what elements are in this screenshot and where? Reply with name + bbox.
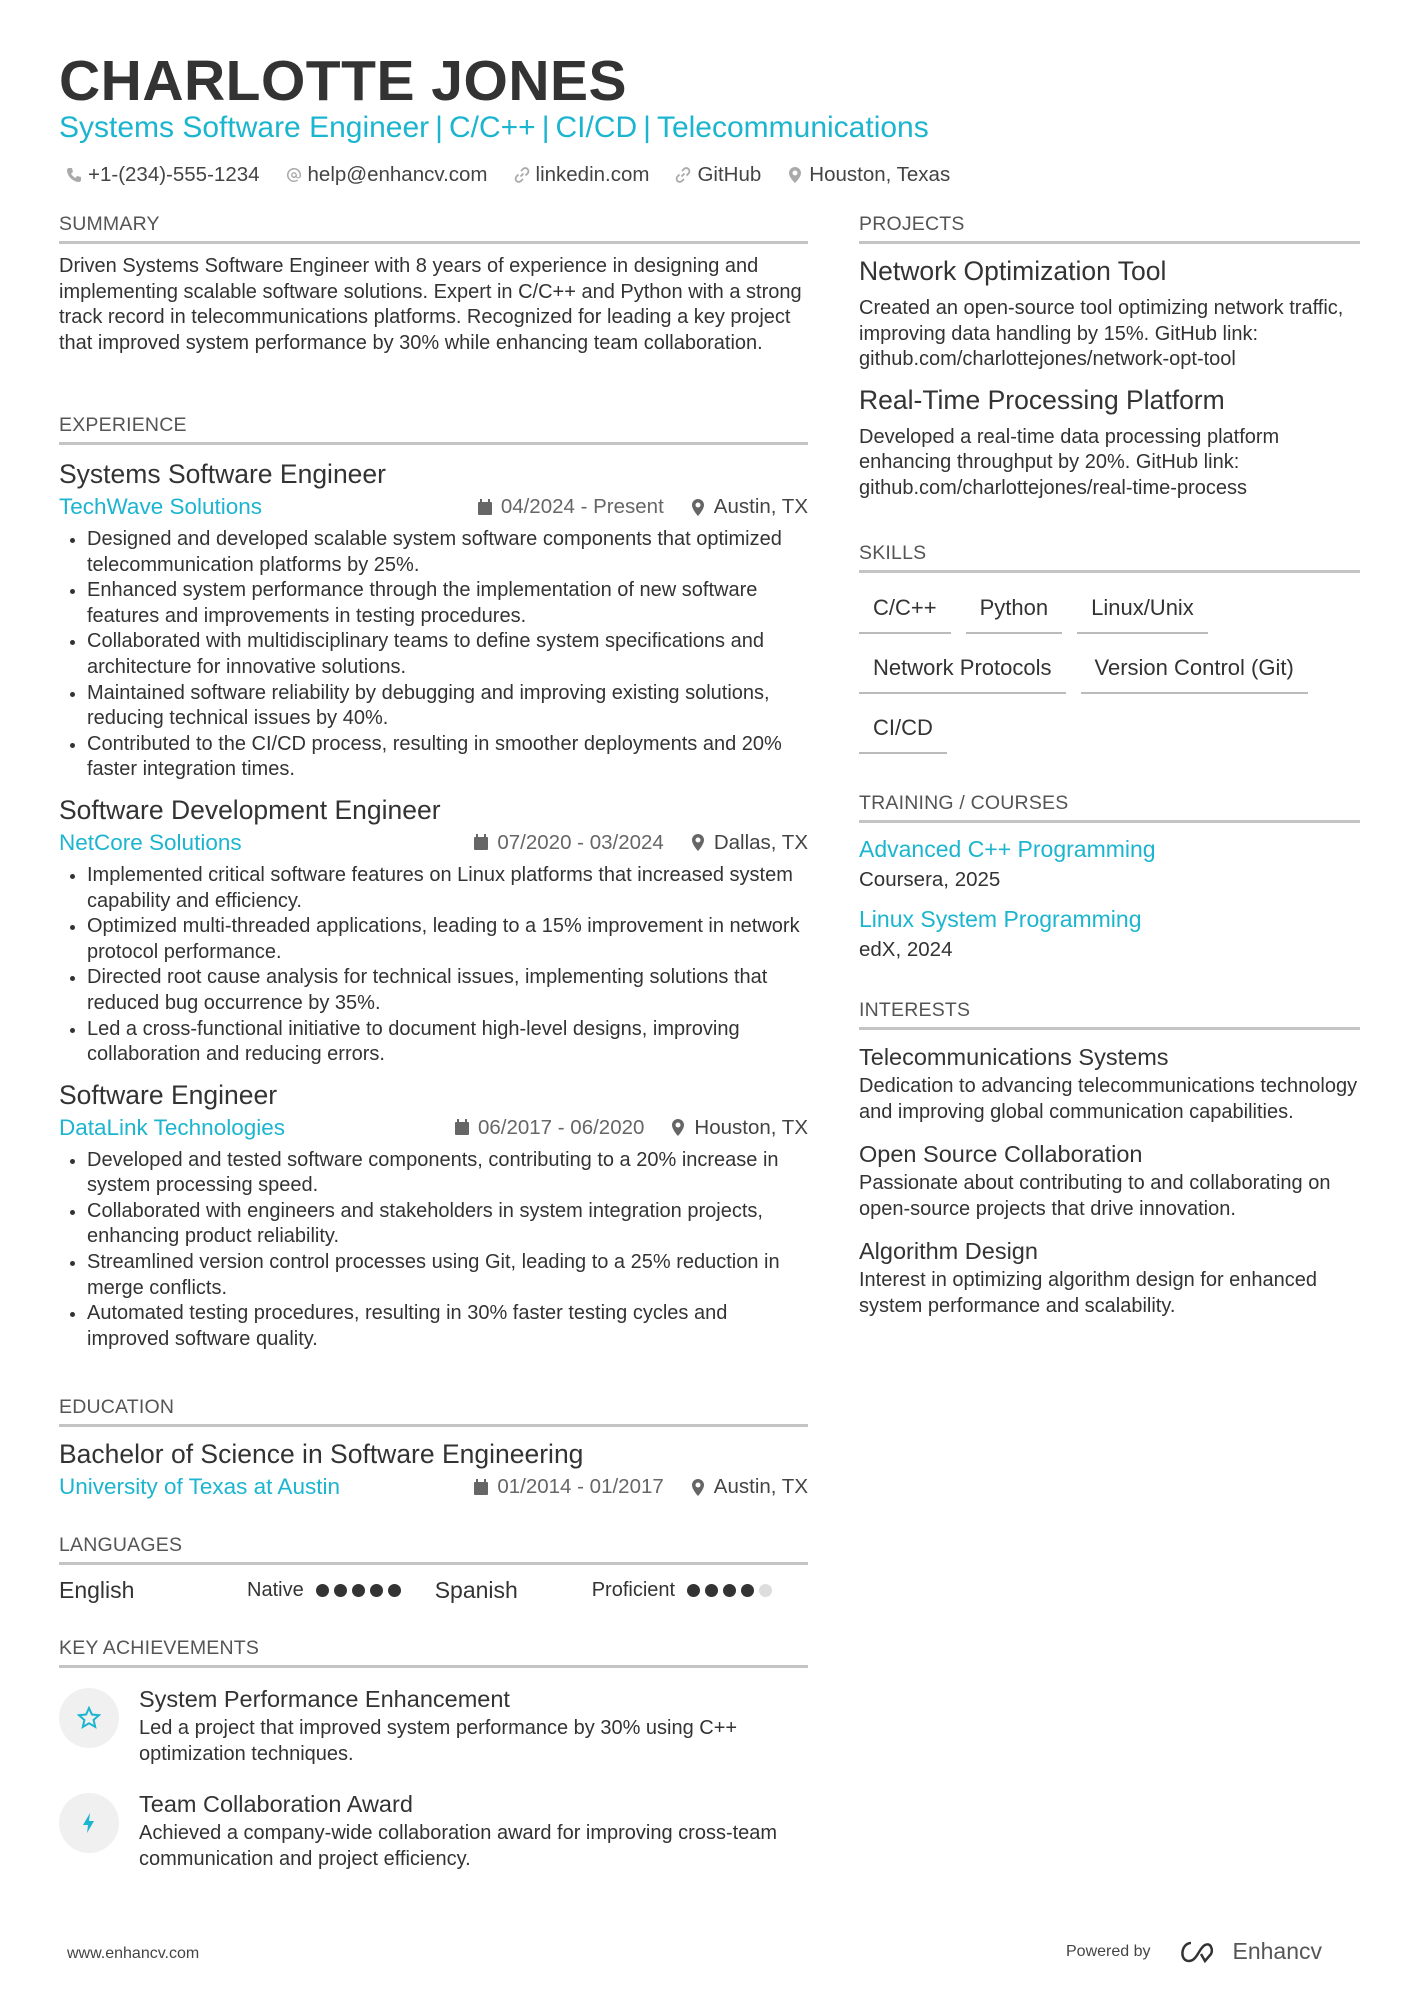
section-heading: EDUCATION xyxy=(59,1396,808,1427)
interest-description: Passionate about contributing to and collaborating on open-source projects that drive innovation. xyxy=(859,1172,1331,1220)
achievement-text: Achieved a company-wide collaboration award for improving cross-team communication and project efficiency. xyxy=(139,1822,778,1870)
languages-section xyxy=(59,1534,808,1604)
job-meta xyxy=(59,491,808,523)
section-heading: SKILLS xyxy=(859,542,1360,573)
at-icon xyxy=(286,167,302,183)
contact-item[interactable] xyxy=(675,163,761,187)
course-provider: edX, 2024 xyxy=(859,938,953,961)
location-icon xyxy=(690,1479,706,1496)
job-dates: 06/2017 - 06/2020 xyxy=(477,1115,645,1139)
project-item xyxy=(859,254,1360,373)
job-dates: 04/2024 - Present xyxy=(500,495,664,518)
skill-tag: Linux/Unix xyxy=(1077,587,1208,634)
skill-tag: Python xyxy=(966,587,1063,634)
job-title: Systems Software Engineer xyxy=(59,459,386,489)
headline-part: Systems Software Engineer xyxy=(59,111,430,144)
contact-text: linkedin.com xyxy=(535,163,650,186)
headline-part: CI/CD xyxy=(555,111,638,144)
contact-text: +1-(234)-555-1234 xyxy=(88,163,260,186)
job-bullet: Collaborated with engineers and stakeholders in system integration projects, enhancing product reliability. xyxy=(59,1199,808,1250)
job-bullet: Contributed to the CI/CD process, resulting in smoother deployments and 20% faster integration times. xyxy=(59,732,808,783)
course-title[interactable]: Linux System Programming xyxy=(859,906,1142,932)
brand-name: Enhancv xyxy=(1232,1938,1323,1964)
section-heading: TRAINING / COURSES xyxy=(859,792,1360,823)
achievement-text: Led a project that improved system performance by 30% using C++ optimization techniques. xyxy=(139,1717,738,1765)
lightning-icon xyxy=(77,1811,101,1835)
section-heading: LANGUAGES xyxy=(59,1534,808,1565)
language-rating xyxy=(316,1584,401,1597)
rating-dot xyxy=(759,1584,772,1597)
section-heading: EXPERIENCE xyxy=(59,414,808,445)
calendar-icon xyxy=(473,1479,489,1496)
achievement-icon-badge xyxy=(59,1688,119,1748)
job-bullets xyxy=(59,527,808,783)
contact-text: GitHub xyxy=(697,163,762,186)
section-heading: SUMMARY xyxy=(59,213,808,244)
skill-tag: Network Protocols xyxy=(859,647,1066,694)
achievement-title: Team Collaboration Award xyxy=(139,1791,413,1818)
language-level: Proficient xyxy=(591,1579,676,1601)
job-bullet: Enhanced system performance through the implementation of new software features and improvements in testing procedures. xyxy=(59,578,808,629)
headline-separator: | xyxy=(435,111,443,144)
experience-section xyxy=(59,414,808,1352)
project-description: Developed a real-time data processing platform enhancing throughput by 20%. GitHub link: github.com/charlottejones/real-time-process xyxy=(859,425,1280,499)
job-bullet: Implemented critical software features on Linux platforms that increased system capability and efficiency. xyxy=(59,863,808,914)
interest-title: Algorithm Design xyxy=(859,1238,1038,1265)
calendar-icon xyxy=(454,1119,470,1136)
rating-dot xyxy=(741,1584,754,1597)
interest-description: Dedication to advancing telecommunications technology and improving global communication capabilities. xyxy=(859,1075,1358,1123)
job-bullet: Developed and tested software components, contributing to a 20% increase in system processing speed. xyxy=(59,1148,808,1199)
language-rating xyxy=(687,1584,772,1597)
headline-separator: | xyxy=(541,111,550,144)
company-name: NetCore Solutions xyxy=(59,829,242,855)
job-bullet: Designed and developed scalable system software components that optimized telecommunication platforms by 25%. xyxy=(59,527,808,578)
contact-text: Houston, Texas xyxy=(809,163,951,186)
location-icon xyxy=(690,834,706,851)
section-heading: PROJECTS xyxy=(859,213,1360,244)
company-name: DataLink Technologies xyxy=(59,1114,285,1140)
education-dates: 01/2014 - 01/2017 xyxy=(497,1475,664,1498)
location-icon xyxy=(787,167,803,183)
job-bullet: Collaborated with multidisciplinary teams to define system specifications and architecture for innovative solutions. xyxy=(59,629,808,680)
job-bullet: Streamlined version control processes using Git, leading to a 25% reduction in merge conflicts. xyxy=(59,1250,808,1301)
interest-item xyxy=(859,1040,1360,1125)
powered-by-label: Powered by xyxy=(1066,1942,1151,1960)
interest-item xyxy=(859,1234,1360,1319)
summary-section xyxy=(59,213,808,356)
achievement-title: System Performance Enhancement xyxy=(139,1686,510,1712)
skills-section xyxy=(859,542,1360,754)
project-description: Created an open-source tool optimizing network traffic, improving data handling by 15%. GitHub link: github.com/charlottejones/network-opt-tool xyxy=(859,297,1344,371)
education-location: Austin, TX xyxy=(713,1475,808,1498)
rating-dot xyxy=(370,1584,383,1597)
language-name: Spanish xyxy=(434,1577,518,1603)
summary-text: Driven Systems Software Engineer with 8 years of experience in designing and implementing scalable software solutions. Expert in C/C++ and Python with a strong track record in telecommunications platforms. Recognized for leading a key project that improved system performance by 30% while enhancing team collaboration. xyxy=(59,255,802,354)
contact-item[interactable] xyxy=(66,163,260,187)
phone-icon xyxy=(66,167,82,183)
course-title[interactable]: Advanced C++ Programming xyxy=(859,836,1156,862)
contact-item[interactable] xyxy=(787,163,950,187)
project-item xyxy=(859,383,1360,502)
enhancv-logo-icon xyxy=(1177,1940,1223,1964)
section-heading: INTERESTS xyxy=(859,999,1360,1030)
skill-tag: Version Control (Git) xyxy=(1081,647,1308,694)
job-meta xyxy=(59,1112,808,1144)
rating-dot xyxy=(316,1584,329,1597)
achievements-section xyxy=(59,1637,808,1872)
project-title: Network Optimization Tool xyxy=(859,256,1167,286)
job-dates: 07/2020 - 03/2024 xyxy=(497,830,664,854)
interest-title: Open Source Collaboration xyxy=(859,1141,1143,1168)
headline-part: C/C++ xyxy=(448,111,536,144)
job-meta xyxy=(59,827,808,859)
rating-dot xyxy=(352,1584,365,1597)
contact-info xyxy=(66,163,950,187)
candidate-name: CHARLOTTE JONES xyxy=(59,49,628,113)
rating-dot xyxy=(705,1584,718,1597)
rating-dot xyxy=(723,1584,736,1597)
contact-text: help@enhancv.com xyxy=(307,163,488,186)
job-bullet: Led a cross-functional initiative to document high-level designs, improving collaboration and reducing errors. xyxy=(59,1017,808,1068)
training-section xyxy=(859,792,1360,973)
calendar-icon xyxy=(473,834,489,851)
enhancv-logo xyxy=(1177,1938,1323,1965)
location-icon xyxy=(670,1119,686,1136)
job-bullet: Optimized multi-threaded applications, leading to a 15% improvement in network protocol performance. xyxy=(59,914,808,965)
job-location: Houston, TX xyxy=(694,1115,808,1139)
interest-title: Telecommunications Systems xyxy=(859,1044,1169,1070)
job-entry xyxy=(59,457,808,783)
job-title: Software Development Engineer xyxy=(59,794,441,825)
company-name: TechWave Solutions xyxy=(59,494,263,519)
footer-branding xyxy=(1066,1938,1322,1965)
projects-section xyxy=(859,213,1360,502)
contact-item[interactable] xyxy=(286,163,488,187)
headline-separator: | xyxy=(643,111,651,144)
link-icon xyxy=(675,167,691,183)
achievement-item xyxy=(59,1682,808,1767)
job-location: Dallas, TX xyxy=(713,830,808,854)
section-heading: KEY ACHIEVEMENTS xyxy=(59,1637,808,1668)
language-level: Native xyxy=(247,1579,304,1601)
footer-website[interactable]: www.enhancv.com xyxy=(67,1945,200,1962)
interest-description: Interest in optimizing algorithm design for enhanced system performance and scalability. xyxy=(859,1269,1318,1317)
interests-section xyxy=(859,999,1360,1332)
achievement-icon-badge xyxy=(59,1793,119,1853)
rating-dot xyxy=(334,1584,347,1597)
degree: Bachelor of Science in Software Engineering xyxy=(59,1439,584,1469)
achievement-item xyxy=(59,1787,808,1872)
job-bullet: Directed root cause analysis for technical issues, implementing solutions that reduced bug occurrence by 35%. xyxy=(59,965,808,1016)
headline xyxy=(59,111,929,145)
job-bullets xyxy=(59,1148,808,1353)
skill-tag: CI/CD xyxy=(859,707,947,754)
interest-item xyxy=(859,1137,1360,1222)
education-section xyxy=(59,1396,808,1503)
language-name: English xyxy=(59,1577,135,1603)
job-entry xyxy=(59,1078,808,1353)
job-entry xyxy=(59,793,808,1068)
job-location: Austin, TX xyxy=(713,495,808,518)
star-icon xyxy=(77,1706,101,1730)
project-title: Real-Time Processing Platform xyxy=(859,384,1225,415)
location-icon xyxy=(690,499,706,516)
rating-dot xyxy=(687,1584,700,1597)
rating-dot xyxy=(388,1584,401,1597)
job-bullets xyxy=(59,863,808,1068)
course-provider: Coursera, 2025 xyxy=(859,868,1001,891)
job-bullet: Automated testing procedures, resulting in 30% faster testing cycles and improved software quality. xyxy=(59,1301,808,1352)
contact-item[interactable] xyxy=(514,163,650,187)
skill-tag: C/C++ xyxy=(859,587,951,634)
link-icon xyxy=(514,167,530,183)
job-title: Software Engineer xyxy=(59,1079,278,1110)
job-bullet: Maintained software reliability by debugging and improving existing solutions, reducing technical issues by 40%. xyxy=(59,681,808,732)
school-name: University of Texas at Austin xyxy=(59,1474,340,1499)
calendar-icon xyxy=(477,499,493,516)
headline-part: Telecommunications xyxy=(656,111,929,144)
